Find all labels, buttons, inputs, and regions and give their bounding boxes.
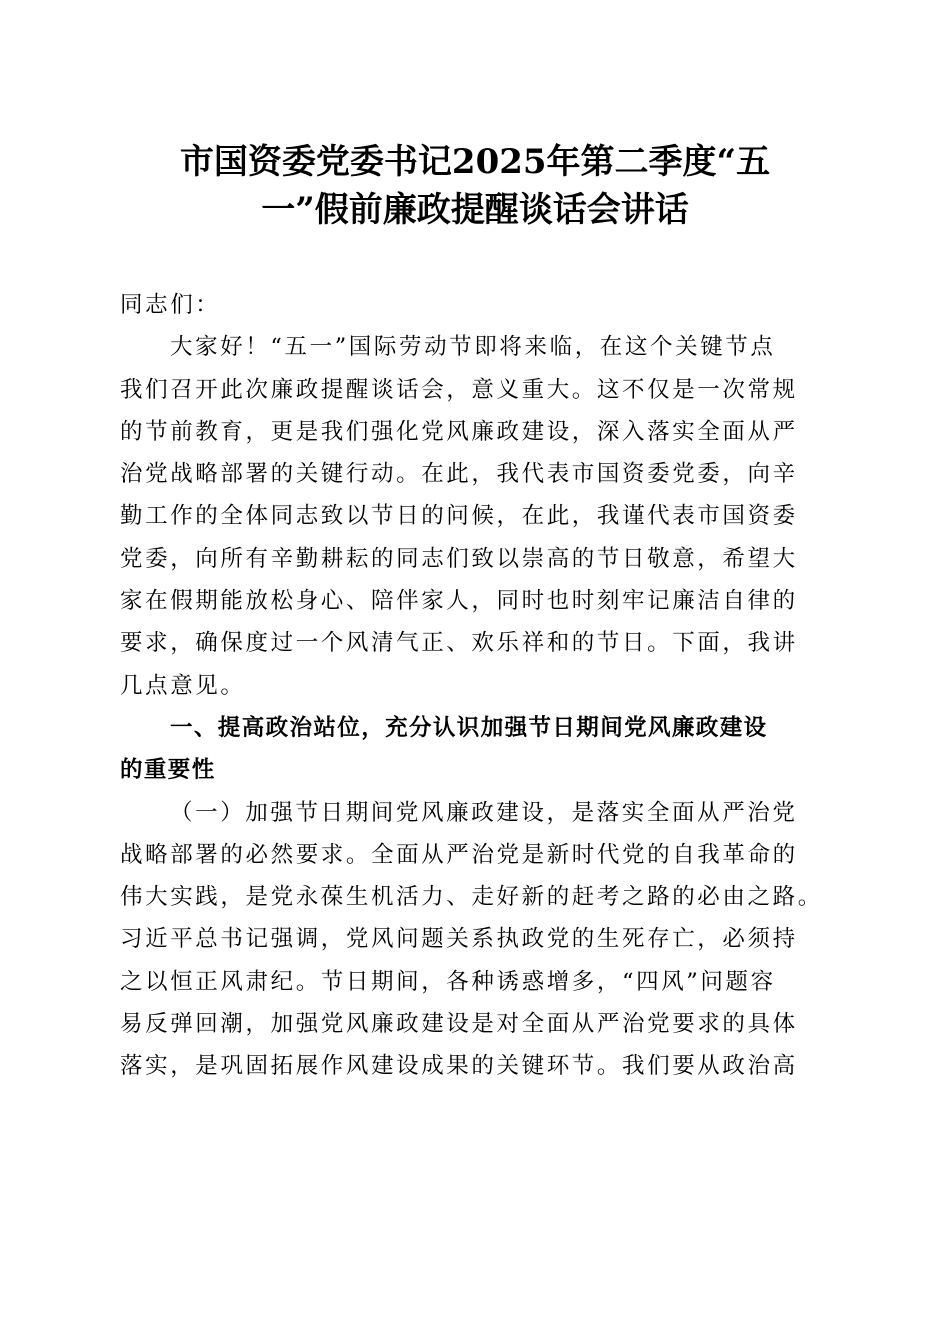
paragraph-opening [120,326,830,707]
paragraph-line: 家在假期能放松身心、陪伴家人，同时也时刻牢记廉洁自律的 [120,588,798,615]
paragraph-line: 勤工作的全体同志致以节日的问候，在此，我谨代表市国资委 [120,503,798,530]
paragraph-line: 治党战略部署的关键行动。在此，我代表市国资委党委，向辛 [120,461,798,488]
salutation: 同志们： [120,292,221,318]
paragraph-line: 我们召开此次廉政提醒谈话会，意义重大。这不仅是一次常规 [120,376,798,403]
paragraph-line: 战略部署的必然要求。全面从严治党是新时代党的自我革命的 [120,841,798,868]
paragraph-line: 之以恒正风肃纪。节日期间，各种诱惑增多，“四风”问题容 [120,968,776,995]
document-body [120,284,830,1088]
title-line-1: 市国资委党委书记2025年第二季度“五 [179,142,771,182]
paragraph-line: 几点意见。 [120,672,246,699]
title-line-2: 一”假前廉政提醒谈话会讲话 [261,190,689,230]
paragraph-line: 党委，向所有辛勤耕耘的同志们致以崇高的节日敬意，希望大 [120,545,798,572]
section-heading-1 [120,707,830,792]
paragraph-line: 要求，确保度过一个风清气正、欢乐祥和的节日。下面，我讲 [120,630,798,657]
document-title [120,138,830,234]
heading-line: 的重要性 [120,757,216,784]
heading-line: 一、提高政治站位，充分认识加强节日期间党风廉政建设 [170,714,768,741]
paragraph-line: （一）加强节日期间党风廉政建设，是落实全面从严治党 [170,799,798,826]
paragraph-line: 伟大实践，是党永葆生机活力、走好新的赶考之路的必由之路。 [120,884,823,911]
paragraph-line: 习近平总书记强调，党风问题关系执政党的生死存亡，必须持 [120,926,798,953]
paragraph-line: 易反弹回潮，加强党风廉政建设是对全面从严治党要求的具体 [120,1011,798,1038]
paragraph-subsection-1 [120,792,830,1088]
paragraph-line: 大家好！“五一”国际劳动节即将来临，在这个关键节点 [170,334,776,361]
paragraph-line: 的节前教育，更是我们强化党风廉政建设，深入落实全面从严 [120,418,798,445]
paragraph-line: 落实，是巩固拓展作风建设成果的关键环节。我们要从政治高 [120,1053,798,1080]
